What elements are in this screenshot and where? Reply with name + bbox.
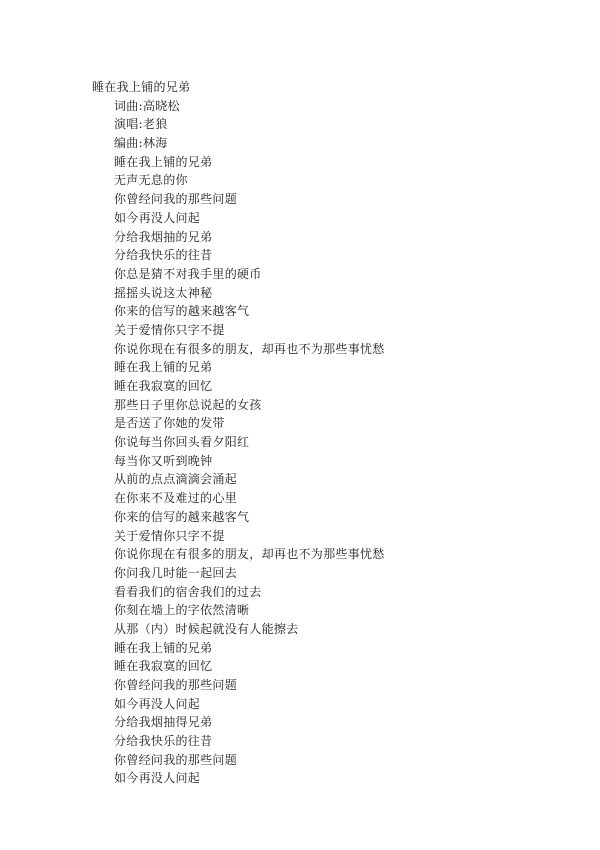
lyric-line: 分给我烟抽的兄弟 xyxy=(114,229,213,244)
lyric-line: 在你来不及难过的心里 xyxy=(114,491,238,506)
lyric-line: 看看我们的宿舍我们的过去 xyxy=(114,584,262,599)
lyric-line: 如今再没人问起 xyxy=(114,210,201,225)
lyric-line: 如今再没人问起 xyxy=(114,771,201,786)
lyric-line: 你问我几时能一起回去 xyxy=(114,565,238,580)
lyric-line: 你曾经问我的那些问题 xyxy=(114,752,238,767)
lyric-line: 你总是猜不对我手里的硬币 xyxy=(114,266,262,281)
lyric-line: 分给我快乐的往昔 xyxy=(114,734,213,749)
lyric-line: 摇摇头说这太神秘 xyxy=(114,285,213,300)
lyric-line: 你刻在墙上的字依然清晰 xyxy=(114,603,250,618)
lyric-line: 那些日子里你总说起的女孩 xyxy=(114,397,262,412)
lyric-line: 睡在我寂寞的回忆 xyxy=(114,659,213,674)
lyric-line: 你曾经问我的那些问题 xyxy=(114,192,238,207)
lyric-line: 从那（内）时候起就没有人能擦去 xyxy=(114,621,299,636)
lyric-line: 演唱:老狼 xyxy=(114,117,168,132)
lyric-line: 是否送了你她的发带 xyxy=(114,416,225,431)
lyric-line: 关于爱情你只字不提 xyxy=(114,322,225,337)
lyric-line: 睡在我上铺的兄弟 xyxy=(114,360,213,375)
lyric-line: 你曾经问我的那些问题 xyxy=(114,678,238,692)
lyric-line: 词曲:高晓松 xyxy=(114,98,180,113)
lyric-line: 你说你现在有很多的朋友，却再也不为那些事忧愁 xyxy=(114,341,385,356)
lyric-line: 关于爱情你只字不提 xyxy=(114,528,225,543)
lyric-line: 无声无息的你 xyxy=(114,173,188,188)
lyric-line: 分给我快乐的往昔 xyxy=(114,248,213,263)
lyric-line: 睡在我寂寞的回忆 xyxy=(114,379,213,393)
lyric-line: 你来的信写的越来越客气 xyxy=(114,509,250,524)
lyric-line: 编曲:林海 xyxy=(114,136,168,151)
lyric-line: 每当你又听到晚钟 xyxy=(114,453,213,468)
lyrics-list xyxy=(114,97,385,788)
song-title: 睡在我上铺的兄弟 xyxy=(92,80,191,94)
lyric-line: 睡在我上铺的兄弟 xyxy=(114,154,213,169)
lyric-line: 你说你现在有很多的朋友，却再也不为那些事忧愁 xyxy=(114,547,385,562)
lyric-line: 你来的信写的越来越客气 xyxy=(114,304,250,319)
lyric-line: 如今再没人问起 xyxy=(114,696,201,711)
lyric-line: 从前的点点滴滴会涌起 xyxy=(114,472,238,487)
lyric-line: 睡在我上铺的兄弟 xyxy=(114,640,213,655)
lyric-line: 分给我烟抽得兄弟 xyxy=(114,715,213,730)
lyric-line: 你说每当你回头看夕阳红 xyxy=(114,435,250,450)
